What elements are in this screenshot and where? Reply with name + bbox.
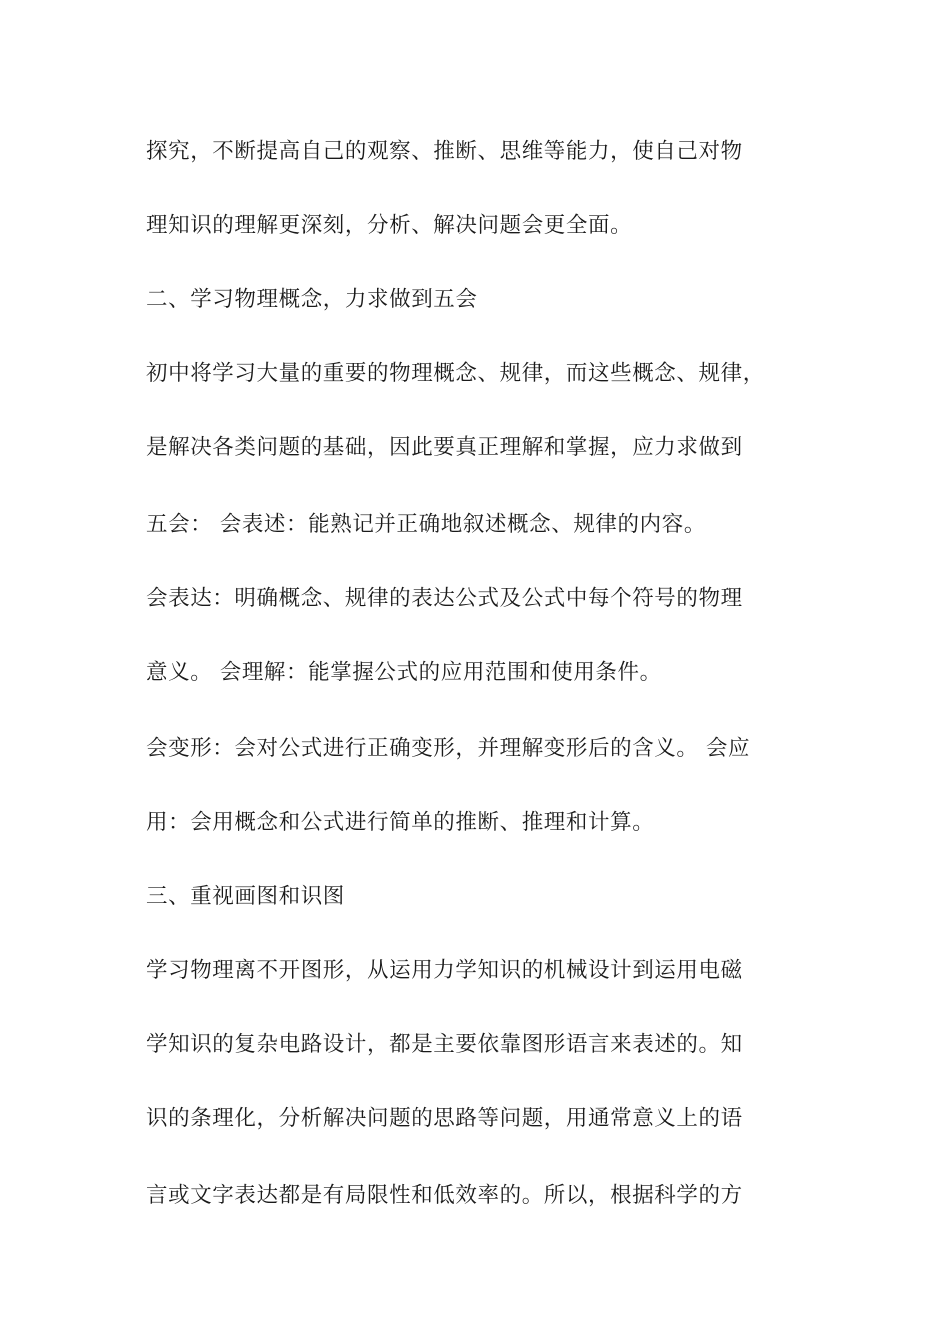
section-heading: 三、重视画图和识图 <box>146 884 345 909</box>
text-line: 探究，不断提高自己的观察、推断、思维等能力，使自己对物 <box>146 139 743 164</box>
section-heading: 二、学习物理概念，力求做到五会 <box>146 287 478 312</box>
text-line: 理知识的理解更深刻，分析、解决问题会更全面。 <box>146 213 633 238</box>
text-line: 言或文字表达都是有局限性和低效率的。所以，根据科学的方 <box>146 1183 743 1208</box>
text-line: 会变形：会对公式进行正确变形，并理解变形后的含义。 会应 <box>146 736 751 761</box>
text-line: 五会： 会表述：能熟记并正确地叙述概念、规律的内容。 <box>146 512 706 537</box>
text-line: 识的条理化，分析解决问题的思路等问题，用通常意义上的语 <box>146 1106 743 1131</box>
text-line: 意义。 会理解：能掌握公式的应用范围和使用条件。 <box>146 660 662 685</box>
text-line: 初中将学习大量的重要的物理概念、规律，而这些概念、规律， <box>146 361 765 386</box>
text-line: 是解决各类问题的基础，因此要真正理解和掌握，应力求做到 <box>146 435 743 460</box>
text-line: 会表达：明确概念、规律的表达公式及公式中每个符号的物理 <box>146 586 743 611</box>
text-line: 用：会用概念和公式进行简单的推断、推理和计算。 <box>146 810 655 835</box>
text-line: 学习物理离不开图形，从运用力学知识的机械设计到运用电磁 <box>146 958 743 983</box>
text-line: 学知识的复杂电路设计，都是主要依靠图形语言来表述的。知 <box>146 1032 743 1057</box>
